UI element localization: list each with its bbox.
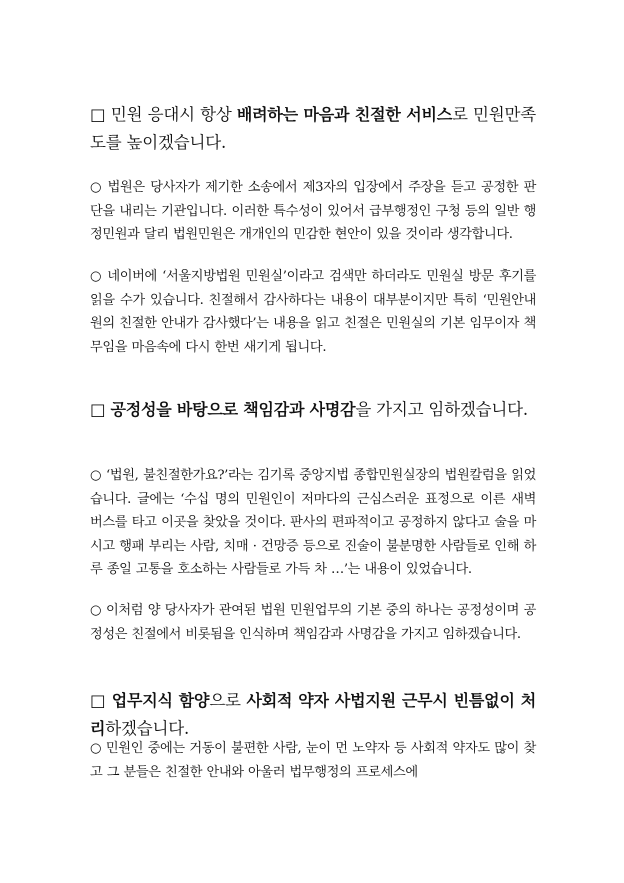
heading-emphasis: 공정성을 바탕으로 책임감과 사명감 xyxy=(110,400,356,419)
heading-text: 을 가지고 임하겠습니다. xyxy=(355,400,528,419)
section-3-paragraph-1: ○ 민원인 중에는 거동이 불편한 사람, 눈이 먼 노약자 등 사회적 약자도 많이 찾고 그 분들은 친절한 안내와 아울러 법무행정의 프로세스에 xyxy=(90,741,536,780)
heading-text: 하겠습니다. xyxy=(105,719,190,738)
section-1-paragraph-2: ○ 네이버에 ‘서울지방법원 민원실’이라고 검색만 하더라도 민원실 방문 후기를 읽을 수가 있습니다. 친절해서 감사하다는 내용이 대부분이지만 특히 ‘민원안내원의 친절한 안내가 감사했다’는 내용을 읽고 친절은 민원실의 기본 임무이자 책무임을 마음속에 다시 한번 새기게 됩니다. xyxy=(90,269,536,355)
checkbox-marker: □ xyxy=(90,400,106,419)
heading-emphasis: 사회적 약자 사법지원 근무시 빈틈없이 처리 xyxy=(90,691,536,738)
section-2-heading xyxy=(90,396,536,424)
section-2-paragraph-2: ○ 이처럼 양 당사자가 관여된 법원 민원업무의 기본 중의 하나는 공정성이며 공정성은 친절에서 비롯됨을 인식하며 책임감과 사명감을 가지고 임하겠습니다. xyxy=(90,603,536,642)
heading-emphasis: 배려하는 마음과 친절한 서비스 xyxy=(236,105,453,124)
checkbox-marker: □ xyxy=(90,691,107,710)
heading-text: 로 민원만족도를 높이겠습니다. xyxy=(90,105,536,152)
checkbox-marker: □ xyxy=(90,105,106,124)
section-1-paragraph-1: ○ 법원은 당사자가 제기한 소송에서 제3자의 입장에서 주장을 듣고 공정한 판단을 내리는 기관입니다. 이러한 특수성이 있어서 급부행정인 구청 등의 일반 행정민원과 달리 법원민원은 개개인의 민감한 현안이 있을 것이라 생각합니다. xyxy=(90,180,536,242)
heading-emphasis: 업무지식 함양 xyxy=(111,691,210,710)
section-3-heading xyxy=(90,687,536,743)
heading-text: 민원 응대시 항상 xyxy=(105,105,237,124)
section-2-paragraph-1: ○ ‘법원, 불친절한가요?’라는 김기록 중앙지법 종합민원실장의 법원칼럼을 읽었습니다. 글에는 ‘수십 명의 민원인이 저마다의 근심스러운 표정으로 이른 새벽 버스를 타고 이곳을 찾았을 것이다. 판사의 편파적이고 공정하지 않다고 술을 마시고 행패 부리는 사람, 치매 · 건망증 등으로 진술이 불분명한 사람들로 인해 하루 종일 고통을 호소하는 사람들로 가득 차 …’는 내용이 있었습니다. xyxy=(90,468,536,577)
section-1-heading xyxy=(90,101,536,157)
heading-text: 으로 xyxy=(209,691,247,710)
